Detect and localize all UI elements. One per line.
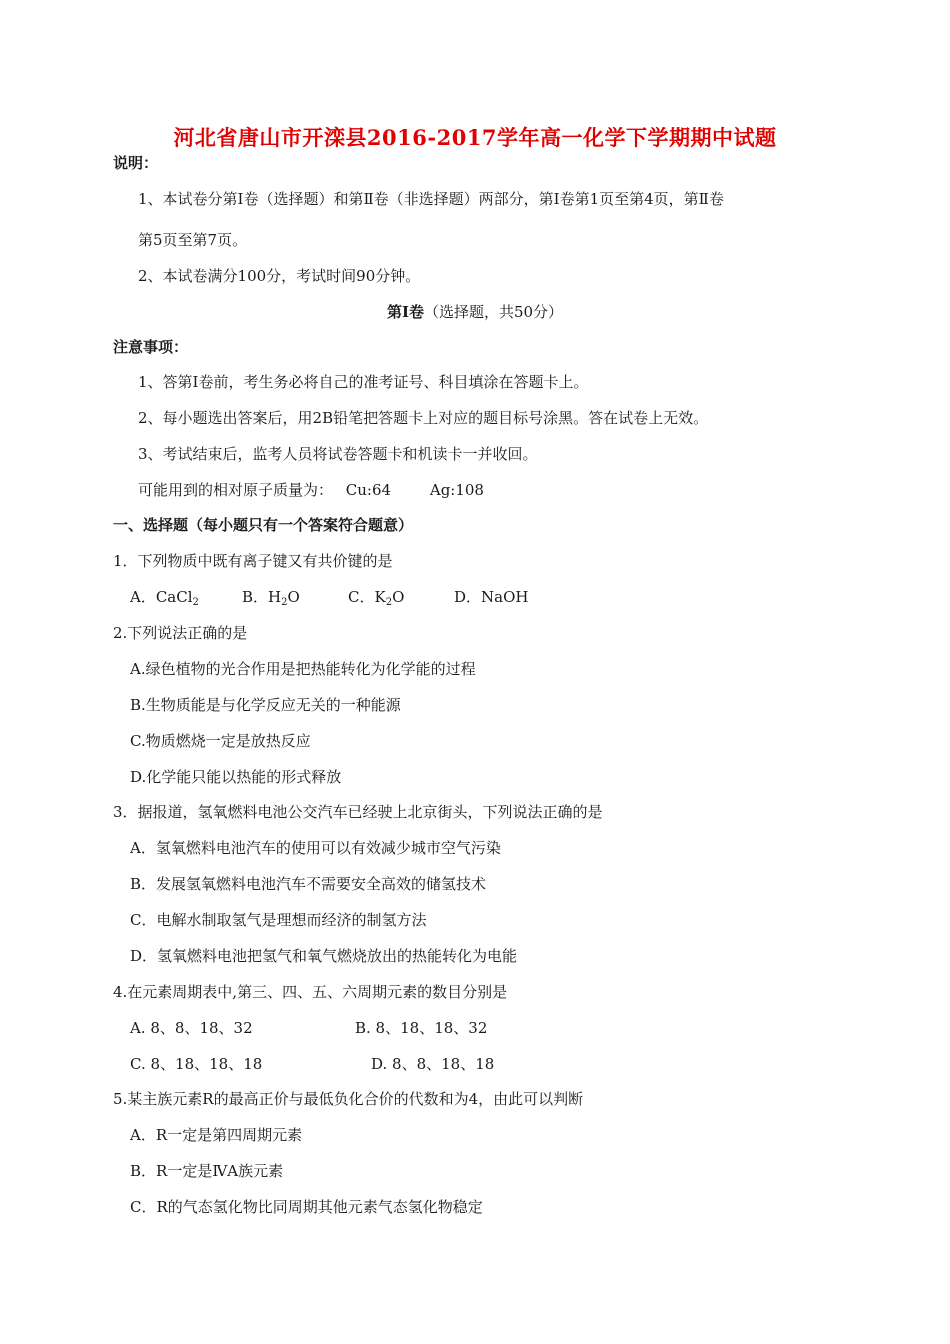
question-1-option-c: C．$K_2O$	[348, 588, 405, 608]
atomic-mass-cu: Cu:64	[345, 481, 392, 499]
atomic-mass-ag: Ag:108	[429, 481, 484, 499]
question-4-option-c: C. 8、18、18、18	[130, 1055, 263, 1073]
question-5-stem: 5.某主族元素R的最高正价与最低负化合价的代数和为4，由此可以判断	[113, 1090, 584, 1108]
question-3-option-d: D．氢氧燃料电池把氢气和氧气燃烧放出的热能转化为电能	[130, 947, 518, 965]
question-2-option-a: A.绿色植物的光合作用是把热能转化为化学能的过程	[130, 660, 476, 678]
question-5-option-b: B．R一定是ⅣA族元素	[130, 1162, 284, 1180]
question-1-stem: 1．下列物质中既有离子键又有共价键的是	[113, 552, 393, 570]
instruction-1: 1、本试卷分第Ⅰ卷（选择题）和第Ⅱ卷（非选择题）两部分，第Ⅰ卷第1页至第4页，第Ⅱ卷	[138, 190, 724, 208]
question-3-option-b: B．发展氢氧燃料电池汽车不需要安全高效的储氢技术	[130, 875, 487, 893]
notes-heading: 注意事项：	[113, 338, 189, 356]
question-2-stem: 2.下列说法正确的是	[113, 624, 248, 642]
part-1-heading: 一、选择题（每小题只有一个答案符合题意）	[113, 516, 414, 534]
note-2: 2、每小题选出答案后，用2B铅笔把答题卡上对应的题目标号涂黑。答在试卷上无效。	[138, 409, 709, 427]
page-title: 河北省唐山市开滦县2016-2017学年高一化学下学期期中试题	[173, 125, 777, 150]
instruction-1-cont: 第5页至第7页。	[138, 231, 248, 249]
atomic-mass-line	[138, 480, 484, 500]
note-3: 3、考试结束后，监考人员将试卷答题卡和机读卡一并收回。	[138, 445, 538, 463]
instruction-2: 2、本试卷满分100分，考试时间90分钟。	[138, 267, 421, 285]
question-3-option-a: A．氢氧燃料电池汽车的使用可以有效减少城市空气污染	[130, 839, 501, 857]
question-4-option-a: A. 8、8、18、32	[130, 1019, 253, 1037]
section-1-title-rest: （选择题，共50分）	[423, 303, 564, 321]
question-1-option-d: D．NaOH	[454, 588, 529, 606]
question-2-option-c: C.物质燃烧一定是放热反应	[130, 732, 311, 750]
section-1-title-bold: 第Ⅰ卷	[386, 303, 424, 321]
question-4-option-b: B. 8、18、18、32	[355, 1019, 488, 1037]
question-1-option-b: B．$H_2O$	[242, 588, 300, 608]
question-2-option-d: D.化学能只能以热能的形式释放	[130, 768, 342, 786]
question-2-option-b: B.生物质能是与化学反应无关的一种能源	[130, 696, 401, 714]
note-1: 1、答第Ⅰ卷前，考生务必将自己的准考证号、科目填涂在答题卡上。	[138, 373, 589, 391]
atomic-mass-label: 可能用到的相对原子质量为：	[138, 481, 334, 499]
question-3-option-c: C．电解水制取氢气是理想而经济的制氢方法	[130, 911, 427, 929]
question-4-stem: 4.在元素周期表中,第三、四、五、六周期元素的数目分别是	[113, 983, 508, 1001]
question-1-option-a: A．CaCl$_2$	[130, 588, 199, 608]
instructions-heading: 说明：	[113, 154, 159, 172]
question-5-option-a: A．R一定是第四周期元素	[130, 1126, 303, 1144]
question-3-stem: 3．据报道，氢氧燃料电池公交汽车已经驶上北京街头，下列说法正确的是	[113, 803, 603, 821]
question-4-option-d: D. 8、8、18、18	[371, 1055, 495, 1073]
question-5-option-c: C．R的气态氢化物比同周期其他元素气态氢化物稳定	[130, 1198, 483, 1216]
section-1-title	[0, 302, 950, 322]
